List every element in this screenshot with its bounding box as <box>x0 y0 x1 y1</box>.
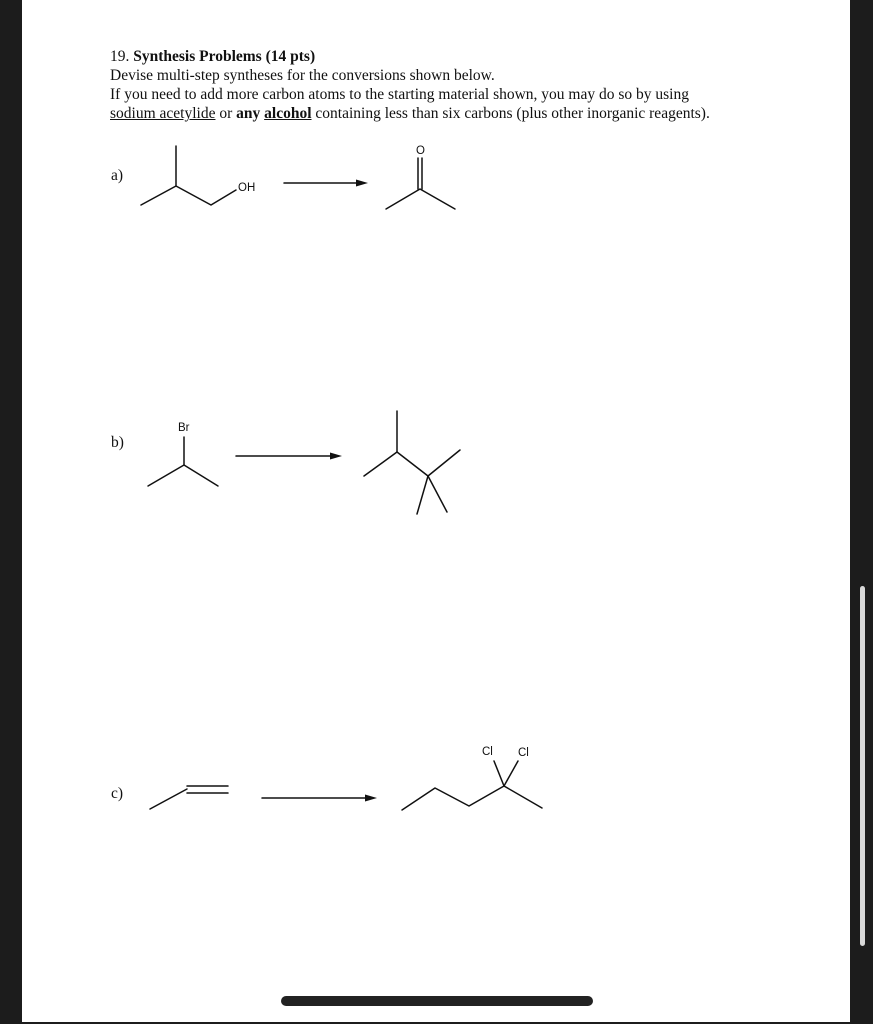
reagent-alcohol: alcohol <box>264 105 312 122</box>
part-a-arrow <box>284 180 368 187</box>
bond <box>364 450 460 476</box>
bond <box>386 189 455 209</box>
part-c-arrow <box>262 795 377 802</box>
oh-label: OH <box>238 182 256 194</box>
instruction-line-2: If you need to add more carbon atoms to the starting material shown, you may do so by using <box>110 86 689 103</box>
bond <box>428 476 447 512</box>
instruction-line-1: Devise multi-step syntheses for the conversions shown below. <box>110 67 495 84</box>
bond <box>148 465 218 486</box>
bond <box>417 476 428 514</box>
arrow-head <box>365 795 377 802</box>
document-page <box>22 0 850 1022</box>
conjunction-or: or <box>215 105 237 122</box>
bond <box>504 761 518 786</box>
reaction-schemes <box>22 0 850 1022</box>
cl-label: Cl <box>482 746 493 758</box>
cl-label: Cl <box>518 747 529 759</box>
problem-number: 19. <box>110 48 130 65</box>
part-b-starting-material <box>148 422 218 486</box>
part-c-product <box>402 746 542 810</box>
part-c-starting-material <box>150 786 228 809</box>
part-b-product <box>364 411 460 514</box>
br-label: Br <box>178 422 190 434</box>
bond <box>141 186 236 205</box>
part-b-arrow <box>236 453 342 460</box>
bond <box>150 789 187 809</box>
part-a-label: a) <box>111 167 124 184</box>
home-indicator[interactable] <box>281 996 593 1006</box>
reagent-sodium-acetylide: sodium acetylide <box>110 105 216 122</box>
scrollbar[interactable] <box>860 586 865 946</box>
bond <box>402 786 542 810</box>
oxygen-label: O <box>416 145 425 157</box>
emphasis-any: any <box>236 105 261 122</box>
bond <box>494 761 504 786</box>
part-b-label: b) <box>111 434 124 451</box>
arrow-head <box>356 180 368 187</box>
part-a-product <box>386 145 455 209</box>
part-c-label: c) <box>111 785 124 802</box>
arrow-head <box>330 453 342 460</box>
problem-title: Synthesis Problems (14 pts) <box>133 48 316 65</box>
part-a-starting-material <box>141 146 255 205</box>
instruction-rest: containing less than six carbons (plus other inorganic reagents). <box>311 105 710 122</box>
